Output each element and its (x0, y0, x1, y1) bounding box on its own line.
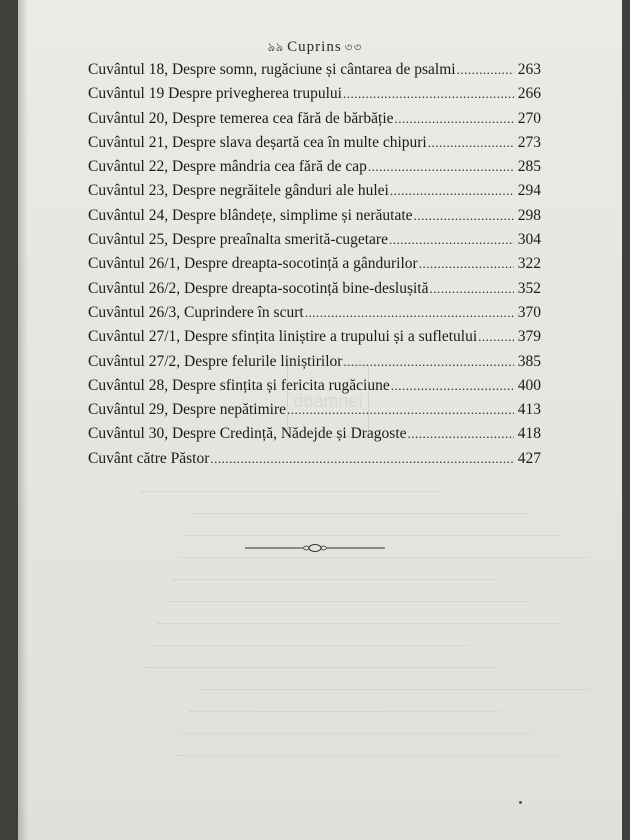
bleed-through-line (193, 492, 530, 514)
toc-entry-title: Cuvântul 26/2, Despre dreapta-socotință bine-deslușită (88, 279, 429, 297)
toc-entry (88, 207, 541, 231)
bleed-through-line (158, 602, 560, 624)
toc-entry-title: Cuvântul 28, Despre sfințita și fericita rugăciune (88, 376, 390, 394)
toc-entry-title: Cuvântul 30, Despre Credință, Nădejde și Dragoste (88, 425, 407, 443)
toc-entry-page: 285 (517, 158, 541, 176)
bleed-through-line (144, 646, 500, 668)
toc-leader-dots (414, 208, 514, 224)
toc-entry-page: 322 (517, 255, 541, 273)
toc-entry-page: 370 (517, 303, 541, 321)
toc-leader-dots (419, 256, 514, 272)
toc-leader-dots (368, 159, 514, 175)
toc-entry-page: 266 (517, 85, 541, 103)
toc-entry-title: Cuvântul 23, Despre negrăitele gânduri ale hulei (88, 182, 389, 200)
toc-entry-page: 418 (517, 425, 541, 443)
toc-entry-title: Cuvântul 18, Despre somn, rugăciune și cântarea de psalmi (88, 61, 456, 78)
toc-entry-page: 270 (517, 109, 541, 127)
page-title (0, 39, 630, 59)
bleed-through-line (151, 624, 470, 646)
toc-entry (88, 61, 541, 85)
toc-entry-title: Cuvântul 26/3, Cuprindere în scurt (88, 303, 304, 321)
toc-entry-page: 427 (517, 449, 541, 467)
toc-entry (88, 255, 541, 279)
bleed-through-line (197, 668, 590, 690)
toc-entry (88, 134, 541, 158)
toc-entry (88, 328, 541, 352)
page-speck (519, 801, 522, 804)
toc-entry-page: 352 (517, 279, 541, 297)
toc-entry (88, 450, 541, 474)
toc-entry-page: 294 (517, 182, 541, 200)
toc-entry-title: Cuvântul 29, Despre nepătimire (88, 401, 287, 419)
toc-leader-dots (391, 378, 514, 394)
bleed-through-text (140, 470, 580, 760)
toc-entry-page: 298 (517, 206, 541, 224)
toc-leader-dots (305, 305, 514, 321)
bleed-through-line (172, 558, 500, 580)
watermark-text: doamnei (293, 390, 363, 411)
toc-entry-page: 263 (517, 61, 541, 78)
toc-leader-dots (343, 354, 514, 370)
toc-entry-page: 273 (517, 133, 541, 151)
toc-entry-page: 400 (517, 376, 541, 394)
page-gutter-shadow (18, 0, 28, 840)
bleed-through-line (165, 580, 530, 602)
toc-entry (88, 158, 541, 182)
toc-leader-dots (478, 329, 514, 345)
toc-entry-title: Cuvântul 21, Despre slava deșartă cea în multe chipuri (88, 133, 427, 151)
toc-entry-title: Cuvântul 27/2, Despre felurile liniștirilor (88, 352, 343, 370)
toc-leader-dots (210, 451, 514, 467)
bleed-through-line (183, 712, 530, 734)
toc-leader-dots (429, 281, 514, 297)
toc-entry (88, 182, 541, 206)
title-text: Cuprins (287, 39, 342, 55)
toc-entry-page: 379 (517, 328, 541, 346)
toc-leader-dots (389, 232, 514, 248)
toc-entry (88, 110, 541, 134)
toc-entry-page: 304 (517, 231, 541, 249)
toc-entry-page: 413 (517, 401, 541, 419)
toc-entry (88, 85, 541, 109)
ornament-left-icon: ঌঌ (267, 40, 285, 54)
toc-entry-title: Cuvântul 19 Despre privegherea trupului (88, 85, 342, 103)
ornamental-divider-icon (245, 542, 385, 554)
toc-entry-title: Cuvântul 24, Despre blândețe, simplime și nerăutate (88, 206, 413, 224)
toc-entry-title: Cuvântul 27/1, Despre sfințita liniștire a trupului și a sufletului (88, 328, 478, 346)
toc-entry-title: Cuvântul 25, Despre preaînalta smerită-cugetare (88, 231, 388, 249)
ornament-right-icon: ৩৩ (344, 40, 363, 54)
bleed-through-line (176, 734, 560, 756)
toc-leader-dots (390, 183, 514, 199)
toc-entry-title: Cuvântul 26/1, Despre dreapta-socotință a gândurilor (88, 255, 418, 273)
toc-entry (88, 304, 541, 328)
bleed-through-line (190, 690, 500, 712)
toc-entry-title: Cuvântul 22, Despre mândria cea fără de cap (88, 158, 367, 176)
toc-entry-title: Cuvântul 20, Despre temerea cea fără de bărbăție (88, 109, 394, 127)
toc-leader-dots (343, 86, 514, 102)
toc-leader-dots (395, 111, 514, 127)
toc-entry-page: 385 (517, 352, 541, 370)
watermark-logo (287, 365, 369, 437)
toc-entry (88, 231, 541, 255)
toc-leader-dots (408, 426, 514, 442)
toc-entry-title: Cuvânt către Păstor (88, 449, 210, 467)
toc-leader-dots (428, 135, 514, 151)
toc-leader-dots (457, 62, 514, 78)
bleed-through-line (186, 514, 560, 536)
toc-entry (88, 280, 541, 304)
